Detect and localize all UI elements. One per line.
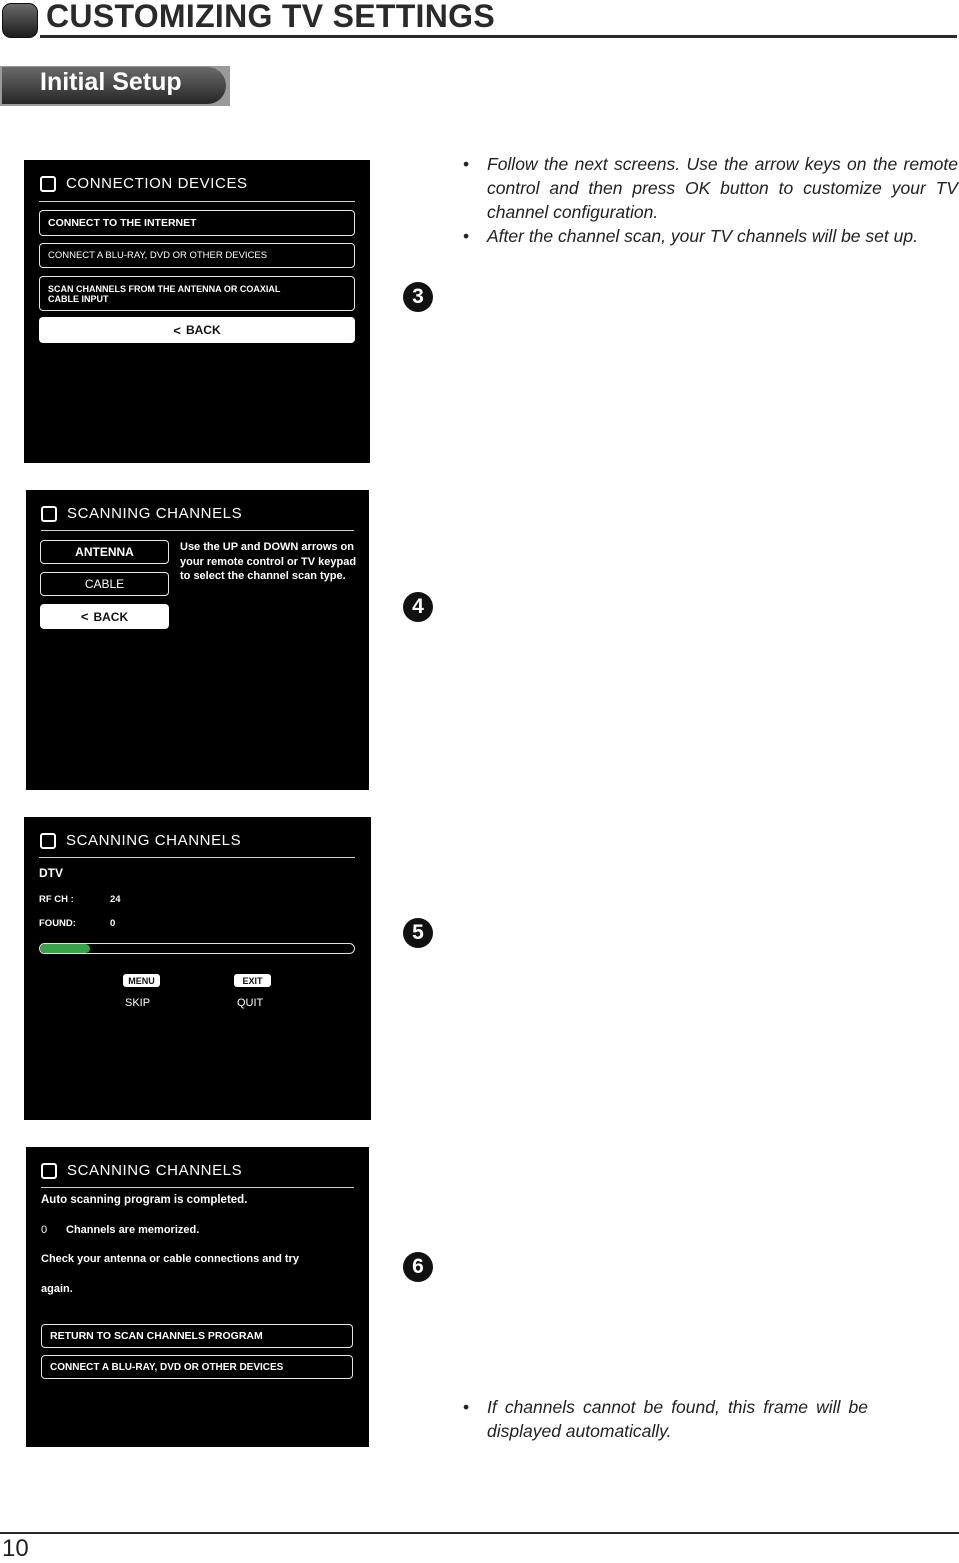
scan-type-screen xyxy=(26,490,369,790)
back-button[interactable]: < BACK xyxy=(39,317,355,343)
connect-bluray-button[interactable]: CONNECT A BLU-RAY, DVD OR OTHER DEVICES xyxy=(41,1355,353,1379)
step-number-4: 4 xyxy=(403,592,433,622)
rf-channel-value: 24 xyxy=(110,894,121,905)
checkbox-icon xyxy=(41,1163,57,1179)
bullet: • xyxy=(463,154,470,174)
checkbox-icon xyxy=(40,176,56,192)
header-rule xyxy=(40,35,957,38)
check-message-line-1: Check your antenna or cable connections and try xyxy=(41,1253,299,1265)
connect-bluray-button[interactable]: CONNECT A BLU-RAY, DVD OR OTHER DEVICES xyxy=(39,243,355,268)
found-value: 0 xyxy=(110,918,116,929)
scan-channels-button[interactable] xyxy=(39,276,355,311)
rf-channel-label: RF CH : xyxy=(39,894,74,905)
antenna-option[interactable]: ANTENNA xyxy=(40,540,169,564)
completed-message: Auto scanning program is completed. xyxy=(41,1194,248,1206)
return-to-scan-button[interactable]: RETURN TO SCAN CHANNELS PROGRAM xyxy=(41,1324,353,1348)
checkbox-icon xyxy=(40,833,56,849)
title-divider xyxy=(41,530,354,531)
scan-progress-fill xyxy=(40,944,90,953)
scan-complete-screen xyxy=(26,1147,369,1447)
chevron-left-icon: < xyxy=(173,322,181,338)
channel-count: 0 xyxy=(41,1224,48,1236)
screen-title: SCANNING CHANNELS xyxy=(40,832,241,849)
step-number-3: 3 xyxy=(403,282,433,312)
chevron-left-icon: < xyxy=(80,609,89,624)
page-title: CUSTOMIZING TV SETTINGS xyxy=(46,0,495,34)
title-divider xyxy=(39,857,355,858)
screen-title: CONNECTION DEVICES xyxy=(40,175,248,192)
note-intro-2: • After the channel scan, your TV channels will be set up. xyxy=(463,226,918,246)
skip-label: SKIP xyxy=(125,997,151,1009)
footer-rule xyxy=(0,1532,959,1534)
scan-channels-line-1: SCAN CHANNELS FROM THE ANTENNA OR COAXIAL xyxy=(48,283,281,294)
screen-title: SCANNING CHANNELS xyxy=(41,1162,242,1179)
note-intro-1: • Follow the next screens. Use the arrow keys on the remote control and then press OK button to customize your TV channel configuration. xyxy=(463,154,958,222)
step-number-6: 6 xyxy=(403,1252,433,1282)
section-title: Initial Setup xyxy=(40,68,182,96)
checkbox-icon xyxy=(41,506,57,522)
scan-mode: DTV xyxy=(39,866,63,880)
found-label: FOUND: xyxy=(39,918,76,929)
title-divider xyxy=(41,1187,354,1188)
connection-devices-screen xyxy=(24,160,370,463)
title-divider xyxy=(39,201,355,202)
exit-key[interactable]: EXIT xyxy=(234,974,271,987)
scan-channels-line-2: CABLE INPUT xyxy=(48,293,109,304)
page-number: 10 xyxy=(2,1535,29,1562)
scan-progress-bar xyxy=(39,943,355,954)
scan-progress-screen xyxy=(24,817,371,1120)
quit-label: QUIT xyxy=(237,997,264,1009)
channel-count-label: Channels are memorized. xyxy=(66,1224,200,1236)
step-number-5: 5 xyxy=(403,918,433,948)
header-badge-icon xyxy=(2,3,38,38)
scan-type-hint: Use the UP and DOWN arrows on your remote control or TV keypad to select the channel scan type. xyxy=(180,541,357,582)
bullet: • xyxy=(463,1397,470,1417)
cable-option[interactable]: CABLE xyxy=(40,572,169,596)
menu-key[interactable]: MENU xyxy=(123,974,160,987)
back-button[interactable]: < BACK xyxy=(40,604,169,629)
screen-title: SCANNING CHANNELS xyxy=(41,505,242,522)
bullet: • xyxy=(463,226,470,246)
connect-internet-button[interactable]: CONNECT TO THE INTERNET xyxy=(39,210,355,236)
note-not-found: • If channels cannot be found, this frame will be displayed automatically. xyxy=(463,1397,868,1441)
check-message-line-2: again. xyxy=(41,1283,73,1295)
